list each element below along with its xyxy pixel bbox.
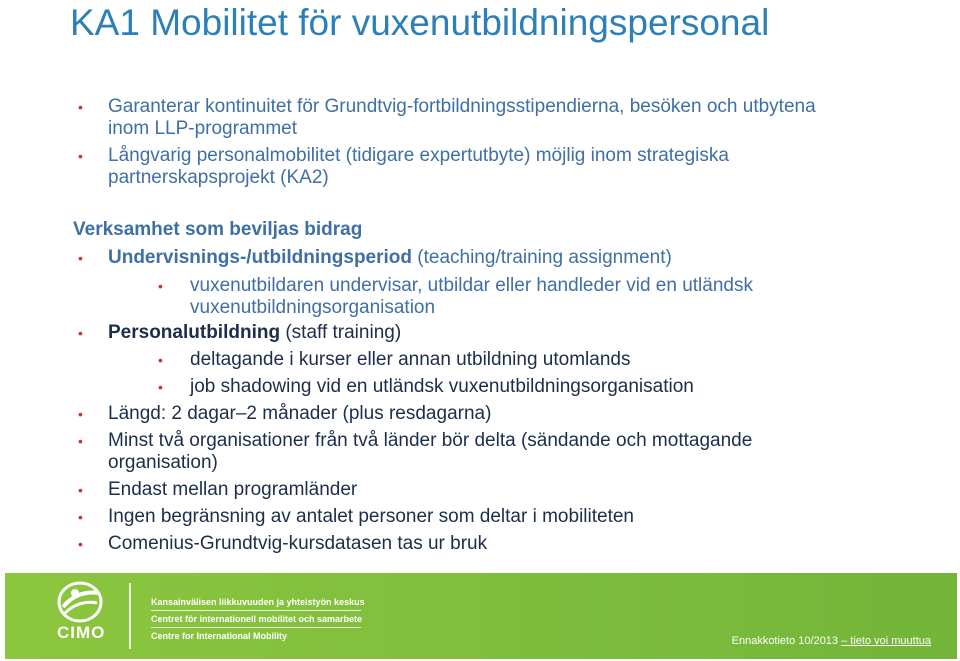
bullet-icon: • [78, 509, 83, 525]
bullet-icon: • [158, 278, 163, 294]
org-name-sv: Centret för internationell mobilitet och samarbete [151, 614, 363, 624]
cimo-logo-text: CIMO [57, 623, 106, 642]
intro-bullet-1-line-1: Garanterar kontinuitet för Grundtvig-fortbildningsstipendierna, besöken och utbytena [108, 96, 816, 117]
intro-bullet-1-line-2: inom LLP-programmet [108, 118, 298, 139]
bullet-icon: • [158, 379, 163, 395]
cimo-logo-icon [55, 581, 105, 623]
bullet-icon: • [78, 482, 83, 498]
footer-divider [129, 583, 131, 649]
slide-title: KA1 Mobilitet för vuxenutbildningspersonal [70, 2, 770, 43]
footer-note [732, 635, 931, 647]
section-heading: Verksamhet som beviljas bidrag [73, 219, 363, 240]
staff-sub-1: deltagande i kurser eller annan utbildning utomlands [190, 349, 631, 370]
org-separator [151, 610, 361, 611]
footer-banner [5, 573, 957, 659]
teaching-assignment-label: Undervisnings-/utbildningsperiod [108, 247, 412, 268]
org-name-fi: Kansainvälisen liikkuvuuden ja yhteistyön keskus [151, 597, 365, 607]
bullet-icon: • [78, 99, 83, 115]
intro-bullet-2-line-2: partnerskapsprojekt (KA2) [108, 167, 329, 188]
teaching-assignment-detail: (teaching/training assignment) [412, 247, 672, 268]
org-separator [151, 627, 361, 628]
bullet-icon: • [78, 250, 83, 266]
org-name-en: Centre for International Mobility [151, 631, 288, 641]
footer-note-prefix: Ennakkotieto 10/2013 [731, 635, 842, 647]
min-orgs-line-2: organisation) [108, 452, 218, 473]
no-limit-item: Ingen begränsning av antalet personer som deltar i mobiliteten [108, 506, 634, 527]
length-item: Längd: 2 dagar–2 månader (plus resdagarna) [108, 403, 492, 424]
bullet-icon: • [78, 536, 83, 552]
teaching-sub-line-2: vuxenutbildningsorganisation [190, 297, 436, 318]
staff-training-detail: (staff training) [280, 322, 402, 343]
teaching-sub-line-1: vuxenutbildaren undervisar, utbildar eller handleder vid en utländsk [190, 275, 753, 296]
footer-note-disclaimer: – tieto voi muuttua [841, 635, 931, 647]
bullet-icon: • [78, 406, 83, 422]
program-countries-item: Endast mellan programländer [108, 479, 358, 500]
staff-training-item [108, 322, 401, 344]
bullet-icon: • [78, 325, 83, 341]
intro-bullet-2-line-1: Långvarig personalmobilitet (tidigare expertutbyte) möjlig inom strategiska [108, 145, 729, 166]
bullet-icon: • [158, 352, 163, 368]
teaching-assignment-item [108, 247, 672, 269]
bullet-icon: • [78, 433, 83, 449]
comenius-item: Comenius-Grundtvig-kursdatasen tas ur bruk [108, 533, 488, 554]
bullet-icon: • [78, 148, 83, 164]
min-orgs-line-1: Minst två organisationer från två länder bör delta (sändande och mottagande [108, 430, 753, 451]
staff-sub-2: job shadowing vid en utländsk vuxenutbildningsorganisation [190, 376, 694, 397]
staff-training-label: Personalutbildning [108, 322, 281, 343]
